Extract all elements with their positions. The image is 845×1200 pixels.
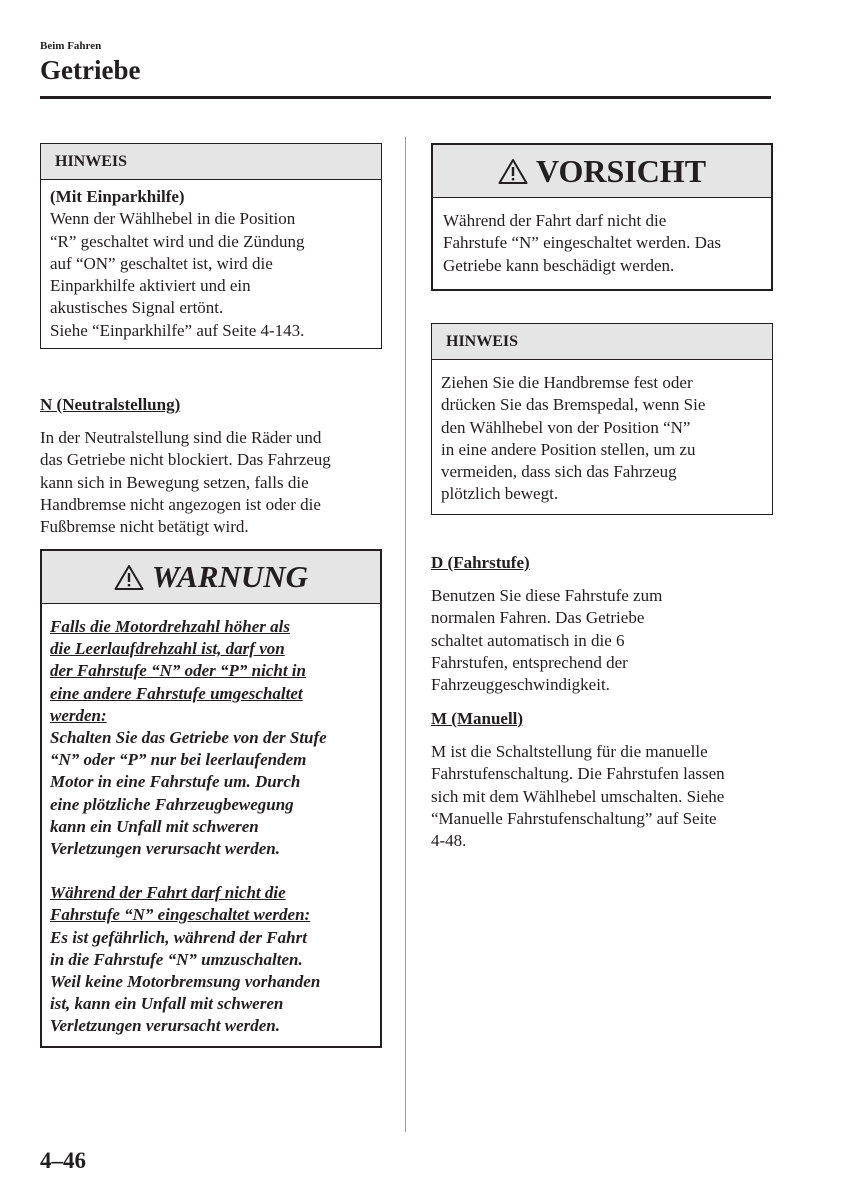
- drive-paragraph: [431, 585, 773, 696]
- warnung-p2-body-line: ist, kann ein Unfall mit schweren: [50, 994, 284, 1014]
- warning-triangle-icon: [498, 158, 528, 185]
- vorsicht-line: Fahrstufe “N” eingeschaltet werden. Das: [443, 233, 722, 253]
- vorsicht-body: [433, 198, 771, 289]
- drive-heading: D (Fahrstufe): [431, 553, 530, 572]
- warnung-p1-body-line: Schalten Sie das Getriebe von der Stufe: [50, 728, 327, 748]
- vorsicht-box: [431, 143, 773, 291]
- warnung-p1-heading-line: Falls die Motordrehzahl höher als: [50, 617, 290, 636]
- vorsicht-title: VORSICHT: [535, 152, 707, 189]
- hinweis-line: Wenn der Wählhebel in die Position: [50, 209, 296, 229]
- warning-triangle-icon: [114, 564, 144, 591]
- neutral-line: das Getriebe nicht blockiert. Das Fahrzeug: [40, 450, 331, 470]
- manual-paragraph: [431, 741, 773, 852]
- neutral-line: Fußbremse nicht betätigt wird.: [40, 517, 249, 537]
- warnung-p1-body-line: “N” oder “P” nur bei leerlaufendem: [50, 750, 307, 770]
- warnung-paragraph-2: [50, 882, 372, 1037]
- hinweis-box-handbrake: [431, 323, 773, 515]
- hinweis-body: [432, 360, 772, 514]
- warnung-header: [42, 551, 380, 604]
- warnung-p1-heading-line: die Leerlaufdrehzahl ist, darf von: [50, 639, 285, 659]
- warnung-p2-heading-line: Während der Fahrt darf nicht die: [50, 883, 286, 903]
- manual-line: M ist die Schaltstellung für die manuelle: [431, 742, 708, 761]
- hinweis-line: Ziehen Sie die Handbremse fest oder: [441, 373, 693, 392]
- manual-heading: M (Manuell): [431, 709, 524, 728]
- vorsicht-header: [433, 145, 771, 198]
- warnung-title: WARNUNG: [151, 559, 309, 594]
- neutral-line: kann sich in Bewegung setzen, falls die: [40, 472, 309, 492]
- header-rule: [40, 96, 771, 99]
- warnung-box: [40, 549, 382, 1048]
- drive-line: Fahrzeuggeschwindigkeit.: [431, 675, 610, 695]
- neutral-line: In der Neutralstellung sind die Räder und: [40, 428, 322, 447]
- warnung-paragraph-1: [50, 616, 372, 860]
- warnung-p1-body-line: kann ein Unfall mit schweren: [50, 816, 259, 836]
- warnung-p2-body-line: in die Fahrstufe “N” umzuschalten.: [50, 949, 303, 969]
- drive-line: Benutzen Sie diese Fahrstufe zum: [431, 586, 663, 605]
- warnung-p2-body-line: Verletzungen verursacht werden.: [50, 1016, 280, 1036]
- drive-line: normalen Fahren. Das Getriebe: [431, 608, 645, 628]
- vorsicht-line: Getriebe kann beschädigt werden.: [443, 255, 675, 275]
- manual-line: 4-48.: [431, 831, 467, 851]
- page-number: 4–46: [40, 1148, 86, 1173]
- hinweis-subtitle: (Mit Einparkhilfe): [50, 187, 185, 206]
- warnung-p1-body-line: eine plötzliche Fahrzeugbewegung: [50, 794, 294, 814]
- drive-line: schaltet automatisch in die 6: [431, 630, 625, 650]
- page-title: Getriebe: [40, 55, 141, 85]
- neutral-paragraph: [40, 427, 382, 538]
- warnung-p2-body-line: Es ist gefährlich, während der Fahrt: [50, 927, 307, 947]
- warnung-p2-heading-line: Fahrstufe “N” eingeschaltet werden:: [50, 905, 311, 925]
- hinweis-line: in eine andere Position stellen, um zu: [441, 439, 696, 459]
- hinweis-title: HINWEIS: [432, 324, 772, 360]
- hinweis-title: HINWEIS: [41, 144, 381, 180]
- hinweis-line: vermeiden, dass sich das Fahrzeug: [441, 462, 677, 482]
- hinweis-line: den Wählhebel von der Position “N”: [441, 417, 691, 437]
- column-divider: [405, 137, 406, 1132]
- warnung-p1-body-line: Motor in eine Fahrstufe um. Durch: [50, 772, 301, 792]
- section-label: Beim Fahren: [40, 40, 102, 52]
- manual-line: Fahrstufenschaltung. Die Fahrstufen lassen: [431, 764, 725, 784]
- hinweis-line: “R” geschaltet wird und die Zündung: [50, 231, 305, 251]
- warnung-p1-heading-line: werden:: [50, 705, 107, 725]
- warnung-p1-heading-line: eine andere Fahrstufe umgeschaltet: [50, 683, 303, 703]
- hinweis-line: plötzlich bewegt.: [441, 484, 559, 504]
- neutral-heading: N (Neutralstellung): [40, 395, 181, 414]
- neutral-line: Handbremse nicht angezogen ist oder die: [40, 494, 321, 514]
- warnung-p2-body-line: Weil keine Motorbremsung vorhanden: [50, 972, 321, 992]
- hinweis-line: drücken Sie das Bremspedal, wenn Sie: [441, 395, 706, 415]
- vorsicht-line: Während der Fahrt darf nicht die: [443, 211, 667, 230]
- hinweis-line: Siehe “Einparkhilfe” auf Seite 4-143.: [50, 320, 305, 340]
- warnung-p1-heading-line: der Fahrstufe “N” oder “P” nicht in: [50, 661, 306, 681]
- hinweis-box-parking-aid: [40, 143, 382, 349]
- manual-line: “Manuelle Fahrstufenschaltung” auf Seite: [431, 808, 717, 828]
- manual-line: sich mit dem Wählhebel umschalten. Siehe: [431, 786, 725, 806]
- hinweis-line: Einparkhilfe aktiviert und ein: [50, 276, 251, 296]
- hinweis-line: akustisches Signal ertönt.: [50, 298, 224, 318]
- drive-line: Fahrstufen, entsprechend der: [431, 652, 628, 672]
- hinweis-line: auf “ON” geschaltet ist, wird die: [50, 253, 273, 273]
- warnung-p1-body-line: Verletzungen verursacht werden.: [50, 839, 280, 859]
- hinweis-body: [41, 180, 381, 348]
- warnung-body: [42, 604, 380, 1046]
